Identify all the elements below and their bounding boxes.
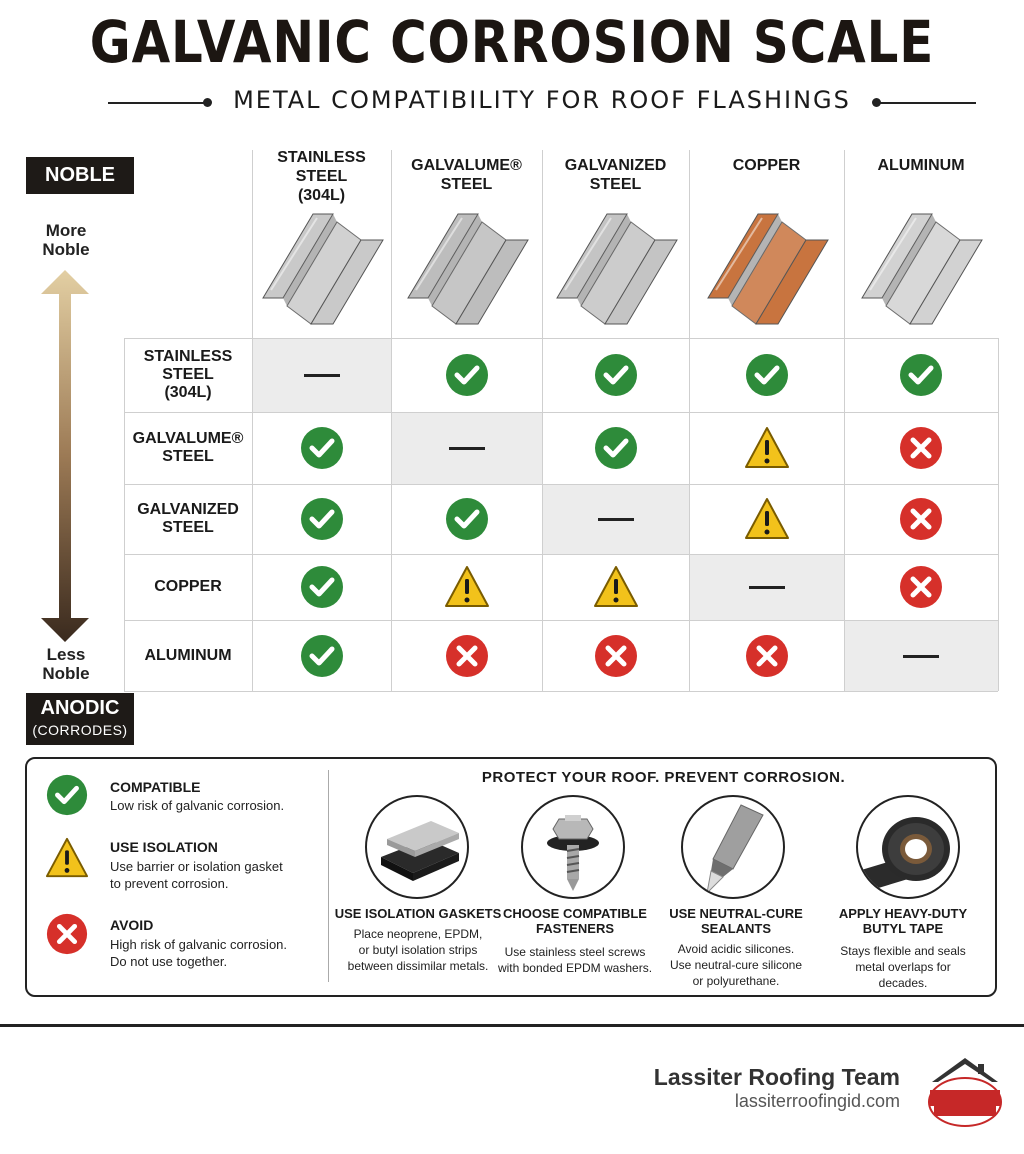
avoid-x-icon — [593, 633, 639, 679]
tip-gasket-title-line: USE ISOLATION GASKETS — [334, 906, 502, 921]
column-header — [844, 156, 998, 175]
tip-sealants-desc — [651, 941, 821, 989]
column-header-line: STEEL — [589, 176, 642, 193]
gasket-icon — [365, 795, 469, 899]
isolation-warning-icon — [444, 564, 490, 610]
tip-sealants-desc-line-3: or polyurethane. — [692, 974, 780, 988]
brand-url[interactable]: lassiterroofingid.com — [734, 1091, 900, 1111]
compatible-check-icon — [299, 425, 345, 471]
avoid-x-icon — [744, 633, 790, 679]
legend-isolation-desc-line-1: Use barrier or isolation gasket — [110, 859, 283, 874]
noble-tag: NOBLE — [26, 157, 134, 194]
less-noble-label — [20, 645, 112, 683]
tip-tape-title-line-1: APPLY HEAVY-DUTY — [838, 906, 968, 921]
grid-line-vertical — [542, 150, 543, 691]
page-title: GALVANIC CORROSION SCALE — [89, 8, 935, 76]
grid-line-horizontal — [124, 412, 998, 413]
legend-isolation-title: USE ISOLATION — [110, 839, 218, 855]
grid-line-horizontal — [124, 338, 998, 339]
flashing-sample-image — [702, 200, 832, 330]
anodic-tag — [26, 693, 134, 745]
same-metal-dash — [449, 447, 485, 450]
tip-tape-title-line-2: BUTYL TAPE — [862, 921, 944, 936]
column-header-line: STAINLESS — [277, 149, 366, 166]
subtitle-row — [108, 86, 976, 120]
grid-line-vertical — [252, 150, 253, 691]
same-metal-dash — [304, 374, 340, 377]
anodic-label: ANODIC — [40, 697, 120, 719]
tip-sealants-desc-line-2: Use neutral-cure silicone — [669, 958, 803, 972]
legend-isolation-desc-line-2: to prevent corrosion. — [110, 876, 229, 891]
column-header-line: STEEL — [440, 176, 493, 193]
compatible-check-icon — [444, 496, 490, 542]
compatible-check-icon — [299, 564, 345, 610]
compatible-check-icon — [45, 773, 89, 817]
grid-line-vertical — [689, 150, 690, 691]
legend-avoid-title: AVOID — [110, 917, 154, 933]
legend-compatible-title: COMPATIBLE — [110, 779, 201, 795]
flashing-sample-image — [257, 200, 387, 330]
row-header-line: (304L) — [164, 384, 212, 401]
row-header-line: ALUMINUM — [144, 646, 232, 664]
tip-sealants-desc-line-1: Avoid acidic silicones. — [677, 942, 795, 956]
compatible-check-icon — [744, 352, 790, 398]
grid-line-horizontal — [124, 484, 998, 485]
more-noble-line-2: Noble — [42, 240, 90, 259]
screw-icon — [521, 795, 625, 899]
compatible-check-icon — [299, 496, 345, 542]
isolation-warning-icon — [593, 564, 639, 610]
grid-line-vertical — [391, 150, 392, 691]
tip-tape-title — [818, 906, 988, 936]
tip-tape-desc-line-3: decades. — [878, 976, 928, 990]
legend-avoid-desc-line-1: High risk of galvanic corrosion. — [110, 937, 288, 952]
more-noble-line-1: More — [45, 221, 87, 240]
tip-sealants-title — [651, 906, 821, 936]
sealant-icon — [681, 795, 785, 899]
tip-sealants-title-line-1: USE NEUTRAL-CURE — [669, 906, 803, 921]
page-subtitle: METAL COMPATIBILITY FOR ROOF FLASHINGS — [233, 86, 851, 114]
row-header-line: COPPER — [154, 578, 222, 595]
legend-avoid-desc — [110, 936, 310, 970]
compatible-check-icon — [593, 352, 639, 398]
row-header-line: GALVANIZED — [137, 501, 239, 518]
tip-tape-desc — [818, 943, 988, 991]
tip-gasket-desc-line-3: between dissimilar metals. — [347, 959, 489, 973]
avoid-x-icon — [898, 564, 944, 610]
less-noble-line-2: Noble — [42, 664, 90, 683]
column-header-line: GALVALUME® — [411, 157, 522, 174]
isolation-warning-icon — [744, 425, 790, 471]
column-header-line: STEEL — [295, 168, 348, 185]
compatible-check-icon — [593, 425, 639, 471]
column-header — [391, 156, 542, 194]
tip-gasket-desc — [333, 926, 503, 974]
legend-isolation-desc — [110, 858, 310, 892]
avoid-x-icon — [898, 425, 944, 471]
same-metal-dash — [598, 518, 634, 521]
column-header-line: (304L) — [297, 187, 346, 204]
row-header — [124, 501, 252, 537]
row-header — [124, 647, 252, 665]
legend-compatible-desc — [110, 797, 310, 814]
footer-rule — [0, 1024, 1024, 1027]
tip-fasteners-desc-line-2: with bonded EPDM washers. — [497, 961, 653, 975]
tip-fasteners-title-line-2: FASTENERS — [535, 921, 614, 936]
tip-gasket-desc-line-2: or butyl isolation strips — [358, 943, 478, 957]
tip-gasket-desc-line-1: Place neoprene, EPDM, — [353, 927, 483, 941]
compatible-check-icon — [898, 352, 944, 398]
legend-compatible-desc-line: Low risk of galvanic corrosion. — [110, 798, 285, 813]
tip-sealants-title-line-2: SEALANTS — [700, 921, 772, 936]
tip-fasteners-desc — [490, 944, 660, 976]
tip-fasteners-desc-line-1: Use stainless steel screws — [504, 945, 646, 959]
row-header-line: GALVALUME® — [132, 430, 244, 447]
nobility-arrow — [40, 270, 90, 642]
row-header-line: STEEL — [162, 366, 214, 383]
less-noble-line-1: Less — [46, 645, 86, 664]
row-header-line: STAINLESS — [143, 348, 233, 365]
tip-tape-desc-line-1: Stays flexible and seals — [840, 944, 966, 958]
isolation-warning-icon — [45, 836, 89, 880]
legend-avoid-desc-line-2: Do not use together. — [110, 954, 228, 969]
same-metal-dash — [903, 655, 939, 658]
isolation-warning-icon — [744, 496, 790, 542]
flashing-sample-image — [856, 200, 986, 330]
same-metal-dash — [749, 586, 785, 589]
legend-divider — [328, 770, 329, 982]
more-noble-label — [20, 221, 112, 259]
flashing-sample-image — [551, 200, 681, 330]
row-header-line: STEEL — [162, 519, 214, 536]
brand-name: Lassiter Roofing Team — [653, 1064, 900, 1090]
column-header-line: COPPER — [732, 157, 801, 174]
column-header-line: ALUMINUM — [877, 157, 965, 174]
tip-tape-desc-line-2: metal overlaps for — [855, 960, 951, 974]
grid-line-vertical — [998, 338, 999, 691]
flashing-sample-image — [402, 200, 532, 330]
lassiter-logo — [926, 1056, 1004, 1130]
row-header — [124, 430, 252, 466]
column-header — [689, 156, 844, 175]
protect-title: PROTECT YOUR ROOF. PREVENT CORROSION. — [481, 769, 846, 786]
column-header-line: GALVANIZED — [564, 157, 667, 174]
tape-roll-icon — [856, 795, 960, 899]
column-header — [252, 148, 391, 205]
row-header-line: STEEL — [162, 448, 214, 465]
avoid-x-icon — [444, 633, 490, 679]
avoid-x-icon — [898, 496, 944, 542]
grid-line-horizontal — [124, 554, 998, 555]
tip-fasteners-title-line-1: CHOOSE COMPATIBLE — [503, 906, 647, 921]
anodic-sub-label: (CORRODES) — [32, 722, 128, 738]
grid-line-horizontal — [124, 691, 998, 692]
column-header — [542, 156, 689, 194]
avoid-x-icon — [45, 912, 89, 956]
grid-line-horizontal — [124, 620, 998, 621]
row-header — [124, 348, 252, 402]
compatible-check-icon — [444, 352, 490, 398]
grid-line-vertical — [844, 150, 845, 691]
tip-fasteners-title — [490, 906, 660, 936]
tip-gasket-title — [333, 906, 503, 921]
subtitle-rule-right — [878, 102, 976, 104]
row-header — [124, 578, 252, 596]
compatible-check-icon — [299, 633, 345, 679]
